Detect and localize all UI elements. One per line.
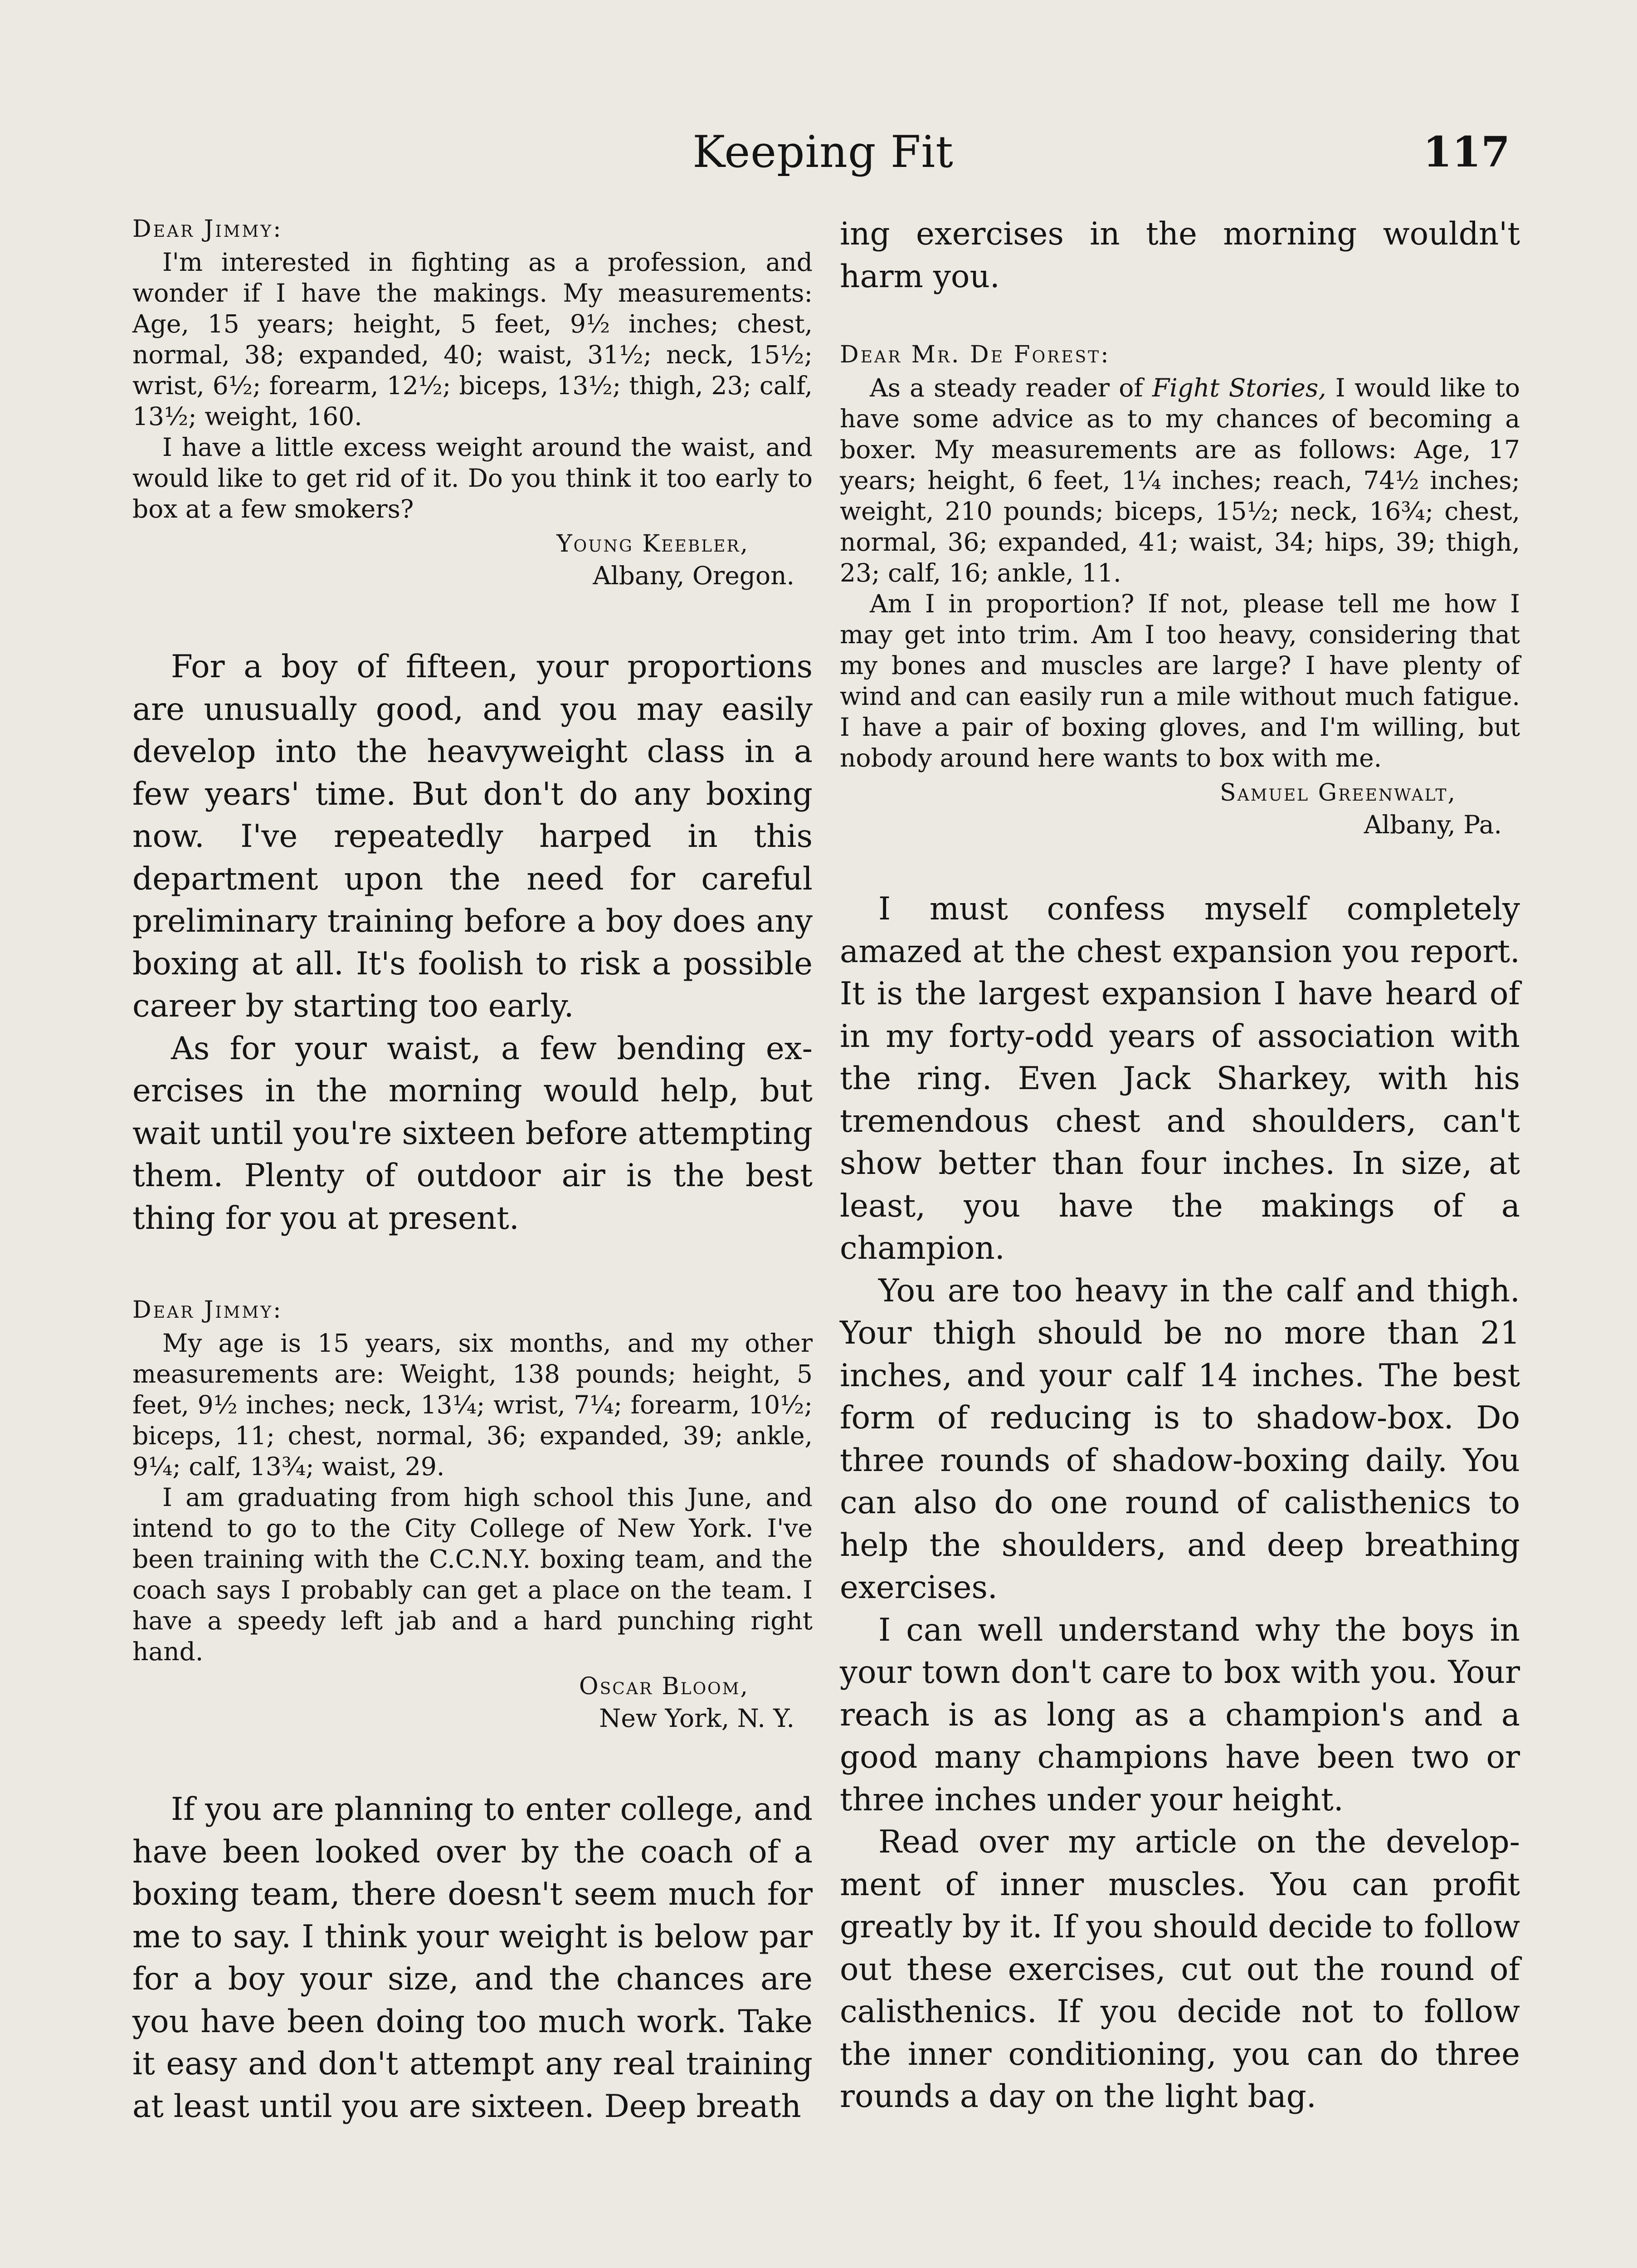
magazine-title: Fight Stories,	[1152, 373, 1326, 402]
letter-place: Albany, Pa.	[1364, 810, 1502, 839]
page-number: 117	[1423, 127, 1510, 176]
reply-to-bloom	[132, 1789, 813, 2128]
reply-paragraph: I can well understand why the boys in your town don't care to box with you. Your reach is as long as a champion's and a good many champions have been two or three inches under your height.	[840, 1612, 1520, 1818]
letter-paragraph: My age is 15 years, six months, and my other measurements are: Weight, 138 pounds; height, 5 feet, 9½ inches; neck, 13¼; wrist, 7¼; forearm, 10½; biceps, 11; chest, normal, 36; expanded, 39; ankle, 9¼; calf, 13¾; waist, 29.	[132, 1329, 813, 1481]
right-column	[840, 213, 1520, 2118]
reply-paragraph: Read over my article on the development of inner muscles. You can profit greatly by it. If you should decide to follow out these exercises, cut out the round of calisthenics. If you decide not to follow the inner conditioning, you can do three rounds a day on the light bag.	[840, 1824, 1520, 2115]
letter-salutation: Dear Mr. De Forest:	[840, 341, 1111, 368]
running-title: Keeping Fit	[692, 127, 954, 177]
letter-signature: Samuel Greenwalt,	[1220, 779, 1457, 807]
letter-paragraph: Am I in proportion? If not, please tell me how I may get into trim. Am I too heavy, considering that my bones and muscles are large? I have plenty of wind and can easily run a mile without much fatigue. I have a pair of boxing gloves, and I'm willing, but nobody around here wants to box with me.	[840, 589, 1520, 772]
reply-to-keebler	[132, 646, 813, 1240]
reply-paragraph: For a boy of fifteen, your proportions are unusually good, and you may easily develop into the heavyweight class in a few years' time. But don't do any boxing now. I've repeatedly harped in this department upon the need for careful preliminary training before a boy does any boxing at all. It's foolish to risk a possible career by starting too early.	[132, 649, 813, 1024]
reader-letter-greenwalt	[840, 339, 1520, 841]
reply-to-greenwalt	[840, 888, 1520, 2118]
letter-signature: Young Keebler,	[556, 530, 749, 557]
letter-salutation: Dear Jimmy:	[132, 215, 283, 243]
letter-signature: Oscar Bloom,	[579, 1673, 749, 1700]
reply-paragraph: You are too heavy in the calf and thigh. Your thigh should be no more than 21 inches, and your calf 14 inches. The best form of reducing is to shadow-box. Do three rounds of shadow-boxing daily. You can also do one round of calisthenics to help the shoulders, and deep breathing exercises.	[840, 1272, 1520, 1606]
page-header	[136, 122, 1510, 181]
letter-place: Albany, Oregon.	[593, 561, 794, 590]
letter-text: As a steady reader of	[870, 373, 1152, 402]
reply-to-bloom-continued	[840, 213, 1520, 298]
reply-paragraph: ing exercises in the morning wouldn't harm you.	[840, 216, 1520, 295]
reply-paragraph: If you are planning to enter college, and have been looked over by the coach of a boxing team, there doesn't seem much for me to say. I think your weight is below par for a boy your size, and the chances are you have been doing too much work. Take it easy and don't attempt any real training at least until you are sixteen. Deep breath	[132, 1791, 813, 2125]
left-column	[132, 213, 813, 2128]
letter-place: New York, N. Y.	[599, 1704, 794, 1733]
reply-paragraph: I must confess myself completely amazed at the chest expansion you report. It is the largest expansion I have heard of in my forty-odd years of association with the ring. Even Jack Sharkey, with his tremendous chest and shoulders, can't show better than four inches. In size, at least, you have the makings of a champion.	[840, 891, 1520, 1266]
reader-letter-keebler	[132, 213, 813, 591]
letter-text: I would like to have some advice as to my chances of becoming a boxer. My measurements are as follows: Age, 17 years; height, 6 feet, 1¼ inches; reach, 74½ inches; weight, 210 pounds; biceps, 15½; neck, 16¾; chest, normal, 36; expanded, 41; waist, 34; hips, 39; thigh, 23; calf, 16; ankle, 11.	[840, 373, 1520, 587]
letter-paragraph	[840, 372, 1520, 588]
reply-paragraph: As for your waist, a few bending exercises in the morning would help, but wait until you're sixteen before attempting them. Plenty of outdoor air is the best thing for you at present.	[132, 1030, 813, 1237]
letter-paragraph: I have a little excess weight around the waist, and would like to get rid of it. Do you think it too early to box at a few smokers?	[132, 433, 813, 523]
reader-letter-bloom	[132, 1294, 813, 1734]
letter-paragraph: I am graduating from high school this June, and intend to go to the City College of New York. I've been training with the C.C.N.Y. boxing team, and the coach says I probably can get a place on the team. I have a speedy left jab and a hard punching right hand.	[132, 1483, 813, 1666]
letter-paragraph: I'm interested in fighting as a profession, and wonder if I have the makings. My measurements: Age, 15 years; height, 5 feet, 9½ inches; chest, normal, 38; expanded, 40; waist, 31½; neck, 15½; wrist, 6½; forearm, 12½; biceps, 13½; thigh, 23; calf, 13½; weight, 160.	[132, 248, 813, 431]
letter-salutation: Dear Jimmy:	[132, 1296, 283, 1324]
